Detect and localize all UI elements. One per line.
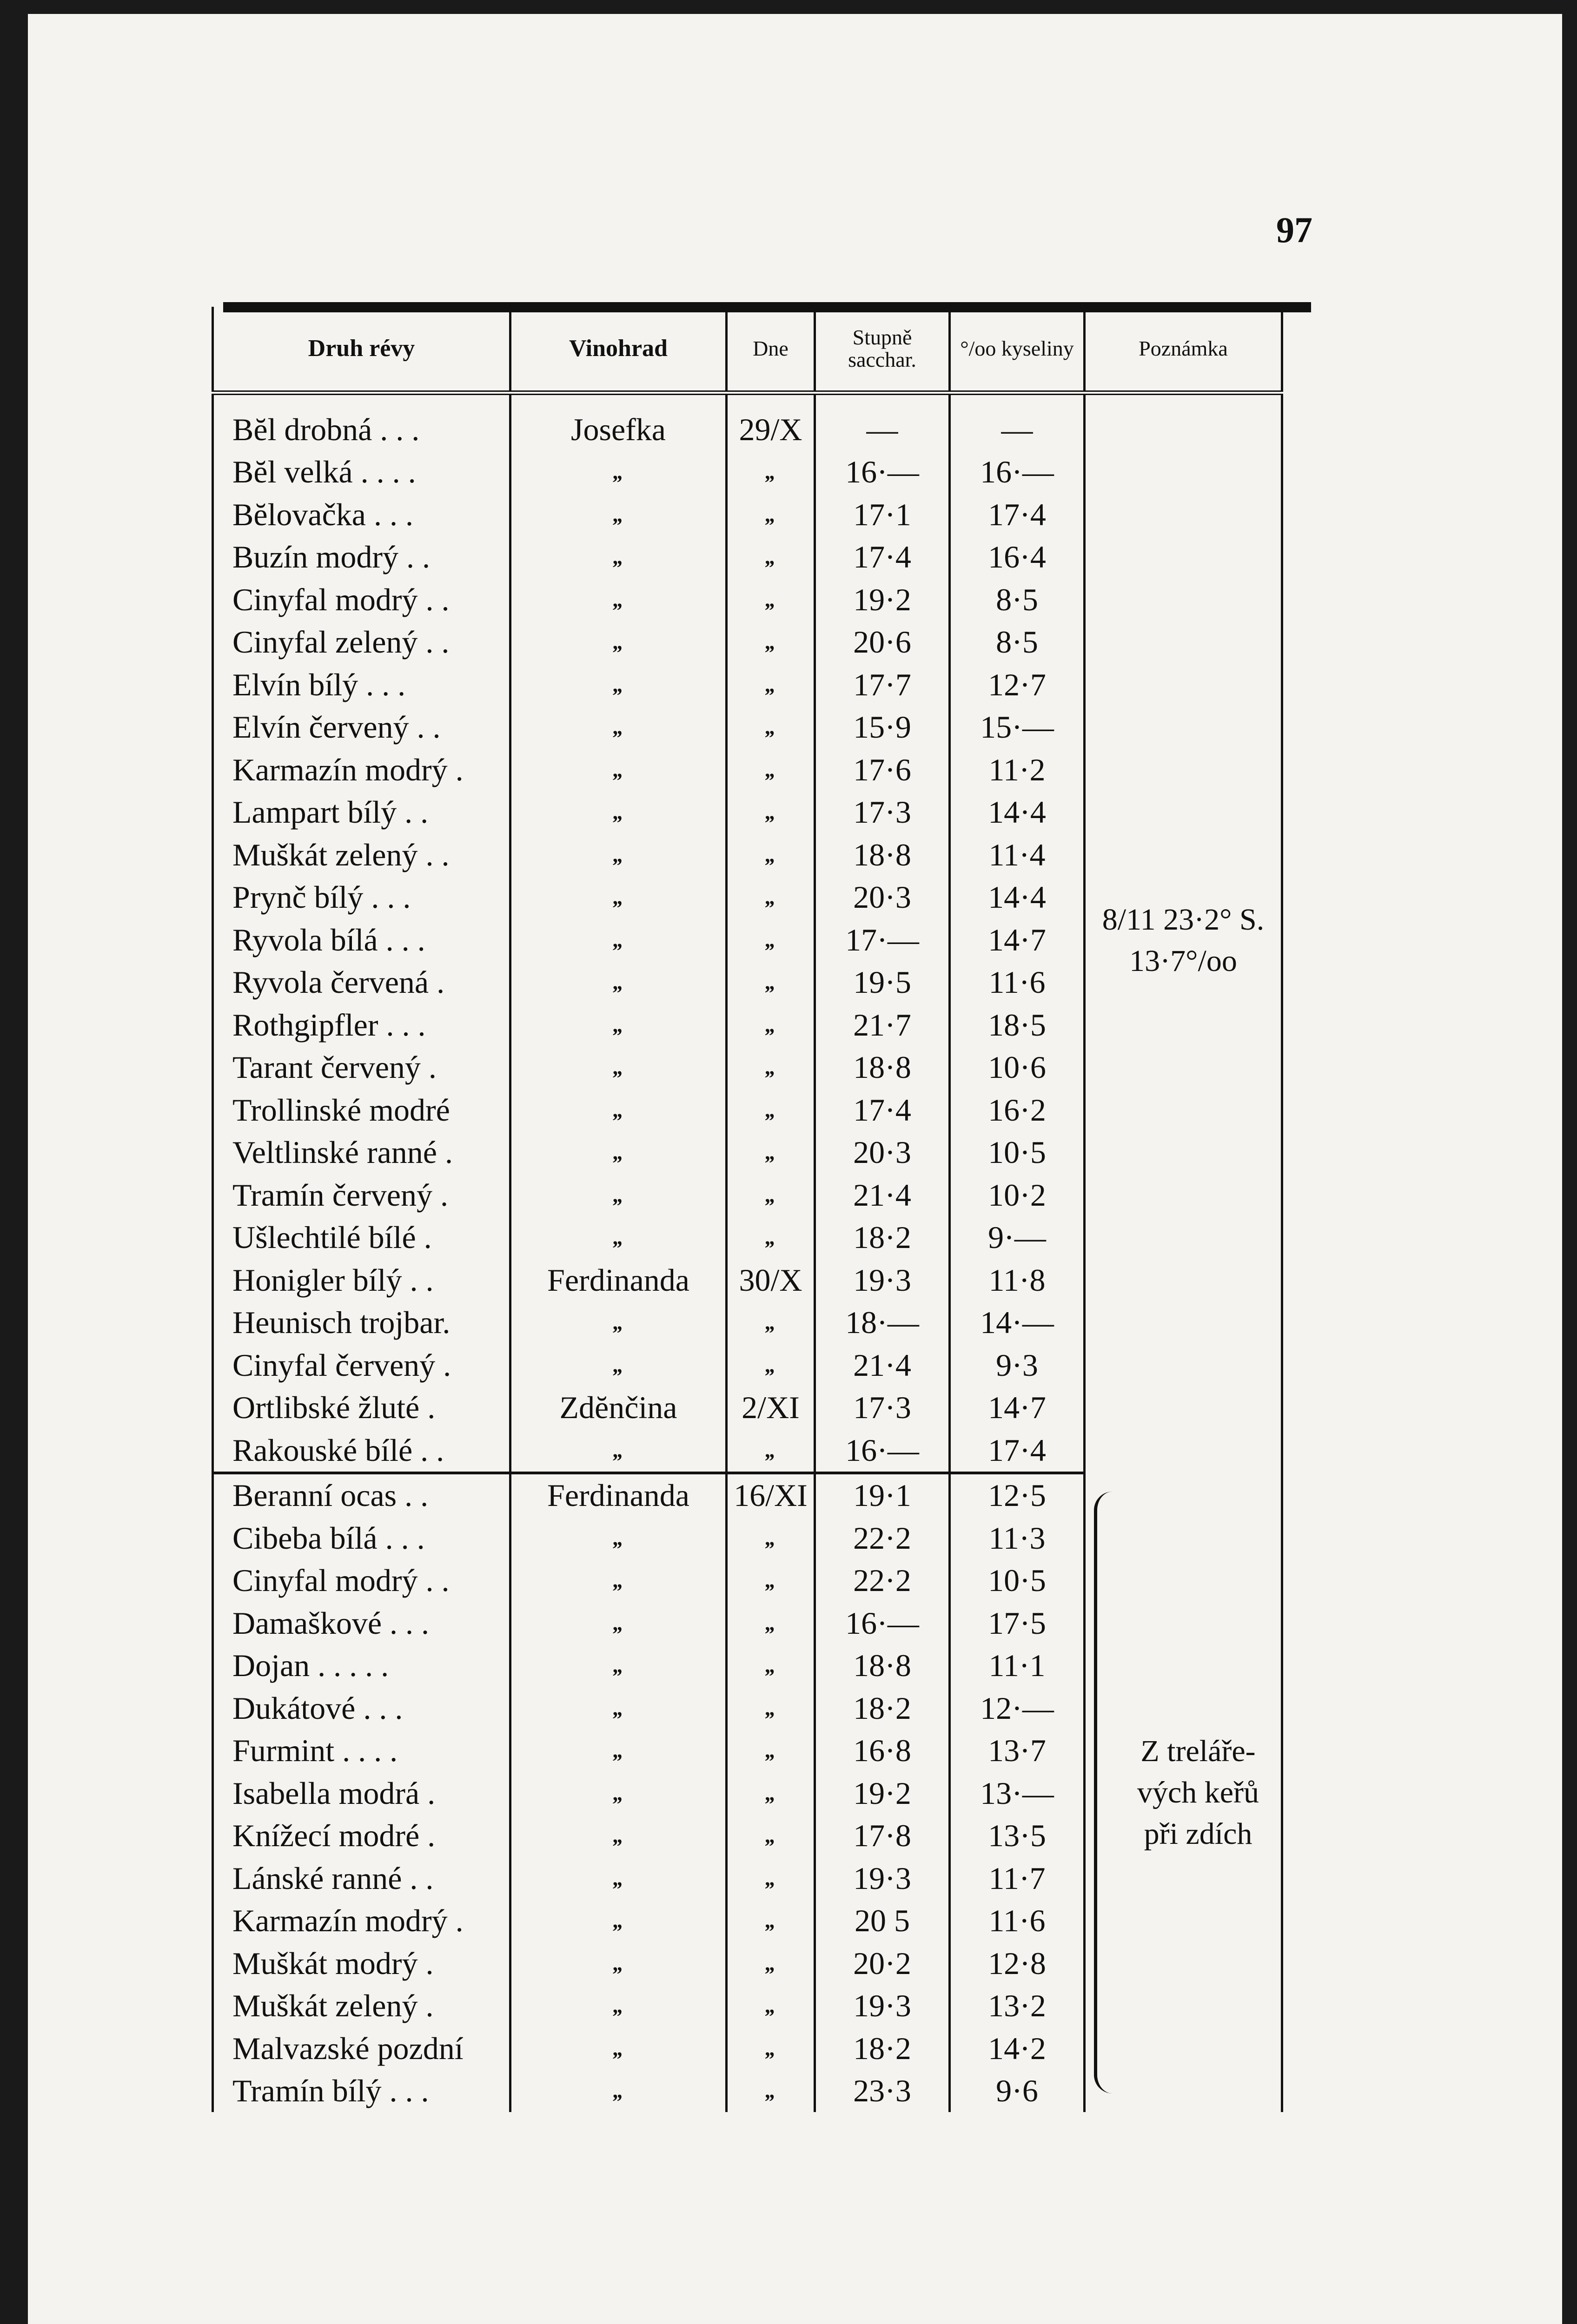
- cell-vinohrad: „: [510, 1815, 727, 1857]
- cell-stupne: 18·—: [815, 1301, 950, 1344]
- cell-kyseliny: 17·5: [950, 1602, 1085, 1644]
- cell-stupne: 21·4: [815, 1174, 950, 1216]
- cell-dne: „: [727, 1429, 815, 1473]
- cell-vinohrad: „: [510, 1857, 727, 1900]
- cell-kyseliny: 11·4: [950, 833, 1085, 876]
- cell-stupne: 19·3: [815, 1857, 950, 1900]
- grape-table: [212, 307, 1283, 2112]
- cell-druh: Cinyfal modrý . .: [213, 1559, 510, 1602]
- cell-druh: Tramín červený .: [213, 1174, 510, 1216]
- cell-vinohrad: „: [510, 1942, 727, 1985]
- cell-dne: „: [727, 1046, 815, 1089]
- cell-dne: „: [727, 1174, 815, 1216]
- cell-vinohrad: „: [510, 1004, 727, 1046]
- cell-dne: „: [727, 1772, 815, 1815]
- header-poznamka: Poznámka: [1085, 307, 1282, 393]
- cell-druh: Karmazín modrý .: [213, 748, 510, 791]
- cell-stupne: 16·—: [815, 451, 950, 494]
- cell-kyseliny: 11·3: [950, 1517, 1085, 1559]
- cell-druh: Cibeba bílá . . .: [213, 1517, 510, 1559]
- cell-kyseliny: 16·—: [950, 451, 1085, 494]
- cell-dne: „: [727, 961, 815, 1004]
- cell-vinohrad: „: [510, 1687, 727, 1730]
- cell-kyseliny: 13·7: [950, 1730, 1085, 1772]
- cell-dne: „: [727, 1942, 815, 1985]
- cell-vinohrad: „: [510, 536, 727, 579]
- cell-stupne: 23·3: [815, 2070, 950, 2113]
- cell-stupne: 17·—: [815, 918, 950, 961]
- cell-stupne: —: [815, 408, 950, 451]
- cell-kyseliny: 12·—: [950, 1687, 1085, 1730]
- cell-vinohrad: „: [510, 1046, 727, 1089]
- cell-stupne: 18·8: [815, 833, 950, 876]
- cell-vinohrad: „: [510, 1559, 727, 1602]
- group1_note: [1085, 408, 1282, 1473]
- cell-druh: Dukátové . . .: [213, 1687, 510, 1730]
- cell-stupne: 18·2: [815, 1687, 950, 1730]
- cell-druh: Muškát modrý .: [213, 1942, 510, 1985]
- cell-dne: „: [727, 536, 815, 579]
- cell-dne: „: [727, 791, 815, 834]
- cell-stupne: 19·5: [815, 961, 950, 1004]
- cell-kyseliny: 16·4: [950, 536, 1085, 579]
- cell-dne: „: [727, 833, 815, 876]
- cell-druh: Beranní ocas . .: [213, 1473, 510, 1517]
- cell-druh: Knížecí modré .: [213, 1815, 510, 1857]
- cell-vinohrad: „: [510, 748, 727, 791]
- cell-vinohrad: „: [510, 1131, 727, 1174]
- cell-vinohrad: Ferdinanda: [510, 1473, 727, 1517]
- cell-stupne: 19·3: [815, 1985, 950, 2027]
- cell-kyseliny: 14·7: [950, 1386, 1085, 1429]
- cell-kyseliny: 16·2: [950, 1089, 1085, 1131]
- cell-druh: Bĕl drobná . . .: [213, 408, 510, 451]
- cell-druh: Damaškové . . .: [213, 1602, 510, 1644]
- cell-kyseliny: 11·7: [950, 1857, 1085, 1900]
- cell-kyseliny: 9·3: [950, 1344, 1085, 1386]
- cell-dne: „: [727, 1301, 815, 1344]
- cell-dne: „: [727, 1559, 815, 1602]
- group2-body: [213, 1473, 1282, 2113]
- cell-dne: „: [727, 748, 815, 791]
- cell-kyseliny: 13·5: [950, 1815, 1085, 1857]
- cell-kyseliny: 14·2: [950, 2027, 1085, 2070]
- cell-stupne: 20·3: [815, 876, 950, 919]
- cell-druh: Bĕl velká . . . .: [213, 451, 510, 494]
- cell-stupne: 16·—: [815, 1429, 950, 1473]
- cell-stupne: 21·4: [815, 1344, 950, 1386]
- cell-vinohrad: „: [510, 2027, 727, 2070]
- cell-stupne: 18·2: [815, 2027, 950, 2070]
- cell-kyseliny: 17·4: [950, 493, 1085, 536]
- cell-dne: „: [727, 1815, 815, 1857]
- cell-kyseliny: 10·2: [950, 1174, 1085, 1216]
- group2_note: [1085, 1473, 1282, 2113]
- cell-druh: Rothgipfler . . .: [213, 1004, 510, 1046]
- cell-vinohrad: „: [510, 1900, 727, 1942]
- cell-vinohrad: „: [510, 1985, 727, 2027]
- note-line: vých keřů: [1137, 1775, 1259, 1809]
- cell-vinohrad: „: [510, 2070, 727, 2113]
- cell-kyseliny: 10·6: [950, 1046, 1085, 1089]
- cell-dne: „: [727, 1857, 815, 1900]
- cell-vinohrad: „: [510, 578, 727, 621]
- cell-vinohrad: Ferdinanda: [510, 1259, 727, 1301]
- cell-stupne: 22·2: [815, 1517, 950, 1559]
- cell-stupne: 20·6: [815, 621, 950, 664]
- cell-kyseliny: —: [950, 408, 1085, 451]
- cell-kyseliny: 14·7: [950, 918, 1085, 961]
- cell-stupne: 17·6: [815, 748, 950, 791]
- cell-druh: Muškát zelený . .: [213, 833, 510, 876]
- cell-kyseliny: 15·—: [950, 706, 1085, 749]
- header-stupne: Stupně sacchar.: [815, 307, 950, 393]
- cell-druh: Tarant červený .: [213, 1046, 510, 1089]
- cell-stupne: 21·7: [815, 1004, 950, 1046]
- cell-dne: „: [727, 621, 815, 664]
- cell-dne: „: [727, 876, 815, 919]
- header-druh: Druh révy: [213, 307, 510, 393]
- cell-vinohrad: „: [510, 1089, 727, 1131]
- cell-druh: Lánské ranné . .: [213, 1857, 510, 1900]
- cell-dne: „: [727, 1089, 815, 1131]
- cell-druh: Cinyfal zelený . .: [213, 621, 510, 664]
- cell-dne: „: [727, 1687, 815, 1730]
- cell-dne: „: [727, 2027, 815, 2070]
- cell-stupne: 22·2: [815, 1559, 950, 1602]
- cell-dne: „: [727, 578, 815, 621]
- cell-vinohrad: „: [510, 663, 727, 706]
- cell-kyseliny: 11·6: [950, 1900, 1085, 1942]
- cell-druh: Furmint . . . .: [213, 1730, 510, 1772]
- page-number: 97: [1276, 210, 1312, 250]
- cell-stupne: 19·3: [815, 1259, 950, 1301]
- cell-druh: Trollinské modré: [213, 1089, 510, 1131]
- cell-vinohrad: „: [510, 1216, 727, 1259]
- cell-dne: „: [727, 1517, 815, 1559]
- header-kyseliny: °/oo kyseliny: [950, 307, 1085, 393]
- cell-vinohrad: „: [510, 1429, 727, 1473]
- cell-vinohrad: „: [510, 451, 727, 494]
- cell-kyseliny: 14·4: [950, 791, 1085, 834]
- cell-vinohrad: Zdĕnčina: [510, 1386, 727, 1429]
- cell-dne: „: [727, 493, 815, 536]
- cell-vinohrad: „: [510, 918, 727, 961]
- cell-kyseliny: 12·8: [950, 1942, 1085, 1985]
- cell-stupne: 17·7: [815, 663, 950, 706]
- cell-dne: „: [727, 918, 815, 961]
- cell-kyseliny: 12·7: [950, 663, 1085, 706]
- cell-vinohrad: „: [510, 1344, 727, 1386]
- cell-dne: „: [727, 1730, 815, 1772]
- cell-dne: „: [727, 451, 815, 494]
- cell-druh: Heunisch trojbar.: [213, 1301, 510, 1344]
- cell-stupne: 17·3: [815, 1386, 950, 1429]
- cell-kyseliny: 11·2: [950, 748, 1085, 791]
- note-line: Z treláře-: [1140, 1734, 1256, 1768]
- cell-stupne: 18·8: [815, 1644, 950, 1687]
- cell-stupne: 18·2: [815, 1216, 950, 1259]
- cell-druh: Ušlechtilé bílé .: [213, 1216, 510, 1259]
- cell-vinohrad: „: [510, 1772, 727, 1815]
- cell-kyseliny: 10·5: [950, 1131, 1085, 1174]
- spacer-row: [213, 393, 1282, 408]
- cell-dne: „: [727, 1900, 815, 1942]
- cell-druh: Dojan . . . . .: [213, 1644, 510, 1687]
- cell-kyseliny: 14·4: [950, 876, 1085, 919]
- cell-vinohrad: „: [510, 1602, 727, 1644]
- cell-dne: „: [727, 663, 815, 706]
- cell-kyseliny: 18·5: [950, 1004, 1085, 1046]
- note-line: 13·7°/oo: [1129, 944, 1237, 978]
- cell-stupne: 18·8: [815, 1046, 950, 1089]
- cell-stupne: 16·8: [815, 1730, 950, 1772]
- cell-dne: 16/XI: [727, 1473, 815, 1517]
- cell-druh: Lampart bílý . .: [213, 791, 510, 834]
- cell-dne: 29/X: [727, 408, 815, 451]
- cell-vinohrad: „: [510, 1174, 727, 1216]
- cell-vinohrad: „: [510, 876, 727, 919]
- cell-stupne: 19·1: [815, 1473, 950, 1517]
- cell-kyseliny: 12·5: [950, 1473, 1085, 1517]
- cell-kyseliny: 8·5: [950, 621, 1085, 664]
- brace-bracket: [1094, 1492, 1116, 2094]
- cell-dne: „: [727, 1602, 815, 1644]
- cell-stupne: 20·2: [815, 1942, 950, 1985]
- cell-dne: 30/X: [727, 1259, 815, 1301]
- cell-dne: „: [727, 1004, 815, 1046]
- cell-druh: Muškát zelený .: [213, 1985, 510, 2027]
- cell-druh: Buzín modrý . .: [213, 536, 510, 579]
- cell-vinohrad: „: [510, 1730, 727, 1772]
- cell-kyseliny: 13·2: [950, 1985, 1085, 2027]
- cell-kyseliny: 9·6: [950, 2070, 1085, 2113]
- cell-dne: „: [727, 1131, 815, 1174]
- cell-druh: Cinyfal červený .: [213, 1344, 510, 1386]
- cell-stupne: 17·1: [815, 493, 950, 536]
- cell-stupne: 19·2: [815, 578, 950, 621]
- cell-dne: „: [727, 1985, 815, 2027]
- cell-vinohrad: „: [510, 1644, 727, 1687]
- note-line: 8/11 23·2° S.: [1102, 903, 1265, 937]
- cell-stupne: 17·4: [815, 536, 950, 579]
- cell-druh: Ryvola červená .: [213, 961, 510, 1004]
- cell-vinohrad: „: [510, 706, 727, 749]
- header-vinohrad: Vinohrad: [510, 307, 727, 393]
- cell-druh: Honigler bílý . .: [213, 1259, 510, 1301]
- cell-vinohrad: „: [510, 833, 727, 876]
- cell-druh: Tramín bílý . . .: [213, 2070, 510, 2113]
- cell-kyseliny: 17·4: [950, 1429, 1085, 1473]
- cell-dne: 2/XI: [727, 1386, 815, 1429]
- cell-dne: „: [727, 1644, 815, 1687]
- cell-druh: Cinyfal modrý . .: [213, 578, 510, 621]
- cell-kyseliny: 14·—: [950, 1301, 1085, 1344]
- cell-druh: Elvín červený . .: [213, 706, 510, 749]
- cell-stupne: 17·4: [815, 1089, 950, 1131]
- cell-druh: Bĕlovačka . . .: [213, 493, 510, 536]
- cell-stupne: 19·2: [815, 1772, 950, 1815]
- cell-vinohrad: „: [510, 1517, 727, 1559]
- cell-vinohrad: „: [510, 621, 727, 664]
- cell-druh: Malvazské pozdní: [213, 2027, 510, 2070]
- cell-vinohrad: Josefka: [510, 408, 727, 451]
- cell-kyseliny: 11·8: [950, 1259, 1085, 1301]
- cell-kyseliny: 9·—: [950, 1216, 1085, 1259]
- cell-stupne: 20 5: [815, 1900, 950, 1942]
- cell-kyseliny: 13·—: [950, 1772, 1085, 1815]
- cell-kyseliny: 11·1: [950, 1644, 1085, 1687]
- cell-vinohrad: „: [510, 961, 727, 1004]
- cell-vinohrad: „: [510, 791, 727, 834]
- table-row: [213, 1473, 1282, 1517]
- cell-stupne: 15·9: [815, 706, 950, 749]
- cell-druh: Isabella modrá .: [213, 1772, 510, 1815]
- cell-dne: „: [727, 2070, 815, 2113]
- cell-druh: Ortlibské žluté .: [213, 1386, 510, 1429]
- cell-stupne: 17·3: [815, 791, 950, 834]
- group1-body: [213, 393, 1282, 1473]
- cell-stupne: 16·—: [815, 1602, 950, 1644]
- cell-druh: Karmazín modrý .: [213, 1900, 510, 1942]
- cell-druh: Rakouské bílé . .: [213, 1429, 510, 1473]
- cell-kyseliny: 11·6: [950, 961, 1085, 1004]
- cell-druh: Ryvola bílá . . .: [213, 918, 510, 961]
- note-line: při zdích: [1144, 1816, 1252, 1851]
- header-row: [213, 307, 1282, 393]
- cell-druh: Prynč bílý . . .: [213, 876, 510, 919]
- cell-stupne: 20·3: [815, 1131, 950, 1174]
- table-row: [213, 408, 1282, 451]
- cell-dne: „: [727, 1344, 815, 1386]
- cell-druh: Veltlinské ranné .: [213, 1131, 510, 1174]
- header-dne: Dne: [727, 307, 815, 393]
- cell-vinohrad: „: [510, 493, 727, 536]
- cell-dne: „: [727, 706, 815, 749]
- cell-kyseliny: 8·5: [950, 578, 1085, 621]
- cell-stupne: 17·8: [815, 1815, 950, 1857]
- cell-kyseliny: 10·5: [950, 1559, 1085, 1602]
- cell-dne: „: [727, 1216, 815, 1259]
- cell-druh: Elvín bílý . . .: [213, 663, 510, 706]
- cell-vinohrad: „: [510, 1301, 727, 1344]
